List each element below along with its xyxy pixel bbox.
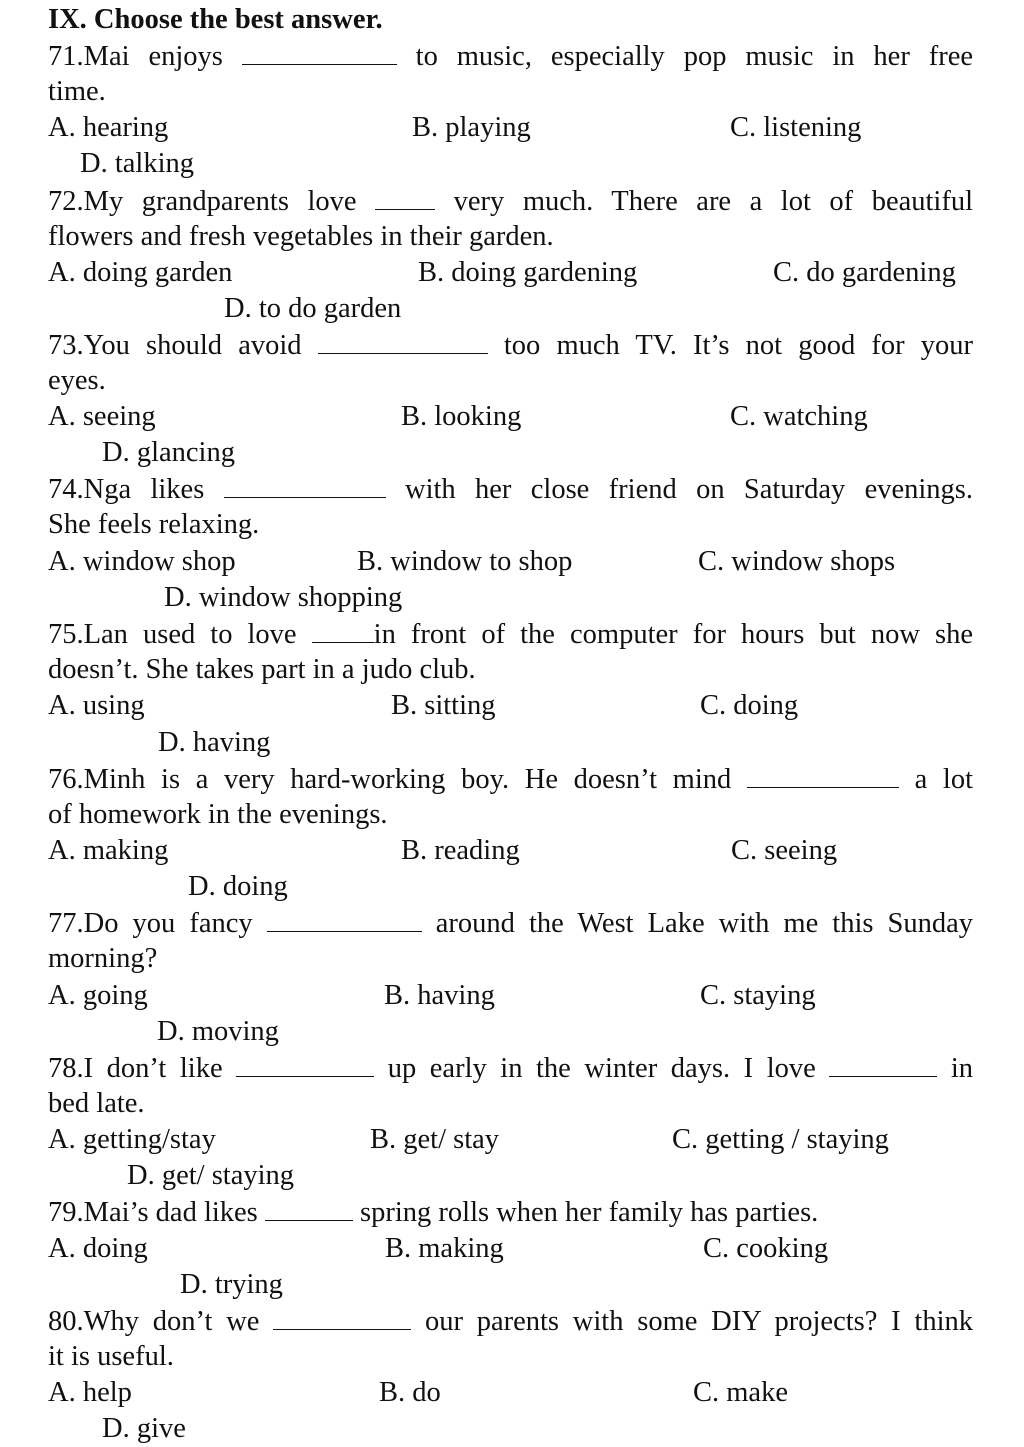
question-72-stem: 72.My grandparents love very much. There are a lot of beautiful (48, 183, 973, 220)
question-72-continuation: flowers and fresh vegetables in their garden. (48, 221, 554, 252)
question-71-option-c: C. listening (730, 112, 862, 143)
question-75-option-d: D. having (158, 727, 271, 758)
question-73-option-a: A. seeing (48, 401, 156, 432)
answer-blank (242, 38, 397, 65)
question-71-option-b: B. playing (412, 112, 531, 143)
question-77-option-c: C. staying (700, 980, 816, 1011)
answer-blank (265, 1194, 353, 1221)
answer-blank (273, 1303, 411, 1330)
question-71-continuation: time. (48, 76, 106, 107)
answer-blank (224, 471, 386, 498)
question-77-option-b: B. having (384, 980, 495, 1011)
question-75-option-c: C. doing (700, 690, 799, 721)
question-72-option-a: A. doing garden (48, 257, 233, 288)
question-80-continuation: it is useful. (48, 1341, 174, 1372)
question-78-option-c: C. getting / staying (672, 1124, 889, 1155)
question-74-stem: 74.Nga likes with her close friend on Saturday evenings. (48, 471, 973, 508)
question-80-option-b: B. do (379, 1377, 441, 1408)
question-73-continuation: eyes. (48, 365, 106, 396)
question-73-option-b: B. looking (401, 401, 522, 432)
question-73-option-d: D. glancing (102, 437, 235, 468)
answer-blank (747, 761, 899, 788)
question-78-continuation: bed late. (48, 1088, 145, 1119)
question-79-option-b: B. making (385, 1233, 504, 1264)
answer-blank (236, 1050, 374, 1077)
question-80-option-d: D. give (102, 1413, 186, 1444)
question-76-option-b: B. reading (401, 835, 520, 866)
answer-blank (312, 616, 374, 643)
answer-blank (267, 905, 422, 932)
question-79-option-d: D. trying (180, 1269, 283, 1300)
question-77-continuation: morning? (48, 943, 158, 974)
question-72-option-b: B. doing gardening (418, 257, 638, 288)
question-71-option-a: A. hearing (48, 112, 169, 143)
question-74-option-d: D. window shopping (164, 582, 403, 613)
question-71-option-d: D. talking (80, 148, 194, 179)
question-75-continuation: doesn’t. She takes part in a judo club. (48, 654, 476, 685)
question-73-option-c: C. watching (730, 401, 868, 432)
question-78-stem: 78.I don’t like up early in the winter days. I love in (48, 1050, 973, 1087)
section-title: IX. Choose the best answer. (48, 4, 383, 35)
question-76-option-a: A. making (48, 835, 169, 866)
question-76-stem: 76.Minh is a very hard-working boy. He doesn’t mind a lot (48, 761, 973, 798)
question-74-option-a: A. window shop (48, 546, 236, 577)
question-79-stem: 79.Mai’s dad likes spring rolls when her family has parties. (48, 1194, 818, 1231)
question-77-option-d: D. moving (157, 1016, 279, 1047)
answer-blank (829, 1050, 937, 1077)
question-76-option-d: D. doing (188, 871, 288, 902)
question-76-continuation: of homework in the evenings. (48, 799, 388, 830)
question-74-option-b: B. window to shop (357, 546, 573, 577)
question-79-option-a: A. doing (48, 1233, 148, 1264)
question-75-stem: 75.Lan used to love in front of the computer for hours but now she (48, 616, 973, 653)
question-72-option-c: C. do gardening (773, 257, 956, 288)
question-78-option-d: D. get/ staying (127, 1160, 295, 1191)
question-77-option-a: A. going (48, 980, 148, 1011)
question-79-option-c: C. cooking (703, 1233, 829, 1264)
question-71-stem: 71.Mai enjoys to music, especially pop music in her free (48, 38, 973, 75)
question-77-stem: 77.Do you fancy around the West Lake with me this Sunday (48, 905, 973, 942)
question-80-option-c: C. make (693, 1377, 788, 1408)
question-74-continuation: She feels relaxing. (48, 509, 260, 540)
question-72-option-d: D. to do garden (224, 293, 402, 324)
answer-blank (318, 327, 488, 354)
question-80-option-a: A. help (48, 1377, 132, 1408)
question-78-option-b: B. get/ stay (370, 1124, 500, 1155)
question-75-option-b: B. sitting (391, 690, 496, 721)
question-80-stem: 80.Why don’t we our parents with some DIY projects? I think (48, 1303, 973, 1340)
question-75-option-a: A. using (48, 690, 145, 721)
answer-blank (375, 183, 435, 210)
question-76-option-c: C. seeing (731, 835, 838, 866)
question-73-stem: 73.You should avoid too much TV. It’s not good for your (48, 327, 973, 364)
question-74-option-c: C. window shops (698, 546, 896, 577)
question-78-option-a: A. getting/stay (48, 1124, 216, 1155)
